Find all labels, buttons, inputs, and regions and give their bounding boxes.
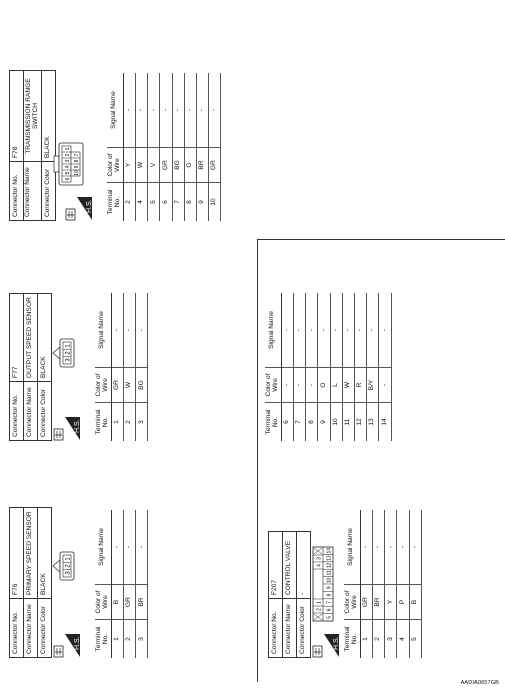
- svg-text:10: 10: [326, 577, 333, 584]
- connector-f207-table-a: [344, 510, 422, 658]
- hs-text: H.S.: [333, 636, 340, 650]
- table-row: 8 - -: [306, 293, 318, 441]
- connector-f77-no: F77: [10, 294, 24, 382]
- table-row: 7 - -: [294, 293, 306, 441]
- divider-line: [257, 239, 505, 240]
- svg-text:10: 10: [74, 170, 80, 176]
- connector-f76-face: [51, 546, 77, 586]
- terminal-no-header: Terminal No.: [95, 403, 111, 442]
- pin-label: 1: [65, 557, 72, 561]
- connector-f207-name: CONTROL VALVE: [283, 532, 297, 599]
- connector-f77-color: BLACK: [38, 294, 52, 382]
- pin-label: 2: [65, 564, 72, 568]
- figure-id: AADIA0657GB: [460, 680, 499, 686]
- table-row: 9 O -: [318, 293, 330, 441]
- connector-f207: [268, 528, 418, 658]
- svg-text:8: 8: [74, 159, 80, 163]
- connector-f78-header: [9, 70, 56, 221]
- connector-f77-table: [95, 293, 148, 441]
- connector-color-label: Connector Color: [41, 162, 55, 221]
- table-row: 2 Y -: [123, 73, 135, 221]
- table-row: 14 - -: [379, 293, 391, 441]
- table-row: 6 GR -: [160, 73, 172, 221]
- signal-name-header: Signal Name: [95, 293, 111, 368]
- table-row: 6 - -: [281, 293, 293, 441]
- svg-text:2: 2: [65, 153, 71, 157]
- table-row: 5 B -: [409, 510, 421, 658]
- table-row: 2 W -: [124, 293, 136, 441]
- pin-label: 2: [65, 351, 72, 355]
- connector-f76-no: F76: [10, 508, 24, 599]
- connector-f207-no: F207: [269, 532, 283, 599]
- connector-no-label: Connector No.: [269, 599, 283, 658]
- connector-f77-name: OUTPUT SPEED SENSOR: [24, 294, 38, 382]
- hs-badge-f77: [53, 415, 83, 441]
- connector-f78-color: BLACK: [41, 71, 55, 162]
- color-of-wire-header: Color of Wire: [344, 585, 360, 620]
- svg-text:6: 6: [65, 177, 71, 181]
- table-row: 12 R -: [354, 293, 366, 441]
- connector-name-label: Connector Name: [283, 599, 297, 658]
- table-row: 10 GR -: [209, 73, 221, 221]
- table-row: 4 P -: [397, 510, 409, 658]
- pin-label: 3: [65, 358, 72, 362]
- terminal-no-header: Terminal No.: [95, 620, 111, 659]
- connector-f78-face: [53, 141, 85, 187]
- connector-f77-header: [9, 293, 52, 441]
- hs-text: H.S.: [74, 419, 81, 433]
- svg-text:5: 5: [326, 615, 333, 619]
- table-row: 11 W -: [342, 293, 354, 441]
- connector-f76-color: BLACK: [38, 508, 52, 599]
- connector-no-label: Connector No.: [10, 162, 24, 221]
- table-row: 1 GR -: [111, 293, 123, 441]
- connector-no-label: Connector No.: [10, 599, 24, 658]
- signal-name-header: Signal Name: [344, 510, 360, 585]
- divider-line: [257, 240, 258, 682]
- connector-f78-table: [107, 73, 221, 221]
- connector-f76-header: [9, 507, 52, 658]
- connector-name-label: Connector Name: [24, 162, 42, 221]
- terminal-no-header: Terminal No.: [265, 403, 281, 442]
- connector-f77-face: [51, 333, 77, 373]
- connector-f207-face: [312, 546, 334, 622]
- table-row: 4 W -: [136, 73, 148, 221]
- connector-name-label: Connector Name: [24, 599, 38, 658]
- hs-badge-f207: [312, 632, 342, 658]
- connector-name-label: Connector Name: [24, 382, 38, 441]
- table-row: 3 BR -: [136, 510, 148, 658]
- connector-f77: [9, 293, 145, 441]
- connector-f76-name: PRIMARY SPEED SENSOR: [24, 508, 38, 599]
- signal-name-header: Signal Name: [265, 293, 281, 368]
- connector-f76-table: [95, 510, 148, 658]
- svg-text:1: 1: [65, 147, 71, 151]
- color-of-wire-header: Color of Wire: [265, 368, 281, 403]
- svg-text:4: 4: [65, 165, 71, 169]
- connector-f207-color: -: [297, 532, 311, 599]
- table-row: 7 BG -: [172, 73, 184, 221]
- connector-color-label: Connector Color: [38, 599, 52, 658]
- svg-text:9: 9: [74, 165, 80, 169]
- connector-f78: [9, 70, 218, 221]
- connector-f76: [9, 507, 145, 658]
- svg-text:1: 1: [316, 601, 323, 604]
- pin-label: 3: [65, 571, 72, 575]
- signal-name-header: Signal Name: [95, 510, 111, 585]
- table-row: 2 GR -: [124, 510, 136, 658]
- table-row: 13 B/Y -: [367, 293, 379, 441]
- svg-text:13: 13: [326, 555, 333, 561]
- table-row: 8 G -: [184, 73, 196, 221]
- terminal-no-header: Terminal No.: [344, 620, 360, 659]
- svg-text:3: 3: [316, 557, 323, 560]
- table-row: 1 B -: [111, 510, 123, 658]
- connector-f207-header: [268, 531, 311, 658]
- pin-label: 1: [65, 344, 72, 348]
- svg-text:6: 6: [326, 608, 333, 612]
- svg-text:12: 12: [326, 562, 333, 569]
- table-row: 1 GR -: [360, 510, 372, 658]
- svg-text:4: 4: [316, 564, 323, 567]
- svg-text:2: 2: [316, 608, 323, 611]
- connector-f78-no: F78: [10, 71, 24, 162]
- table-row: 3 Y -: [385, 510, 397, 658]
- svg-text:14: 14: [326, 547, 333, 554]
- svg-text:11: 11: [326, 570, 333, 576]
- svg-text:3: 3: [65, 159, 71, 163]
- table-row: 5 V -: [148, 73, 160, 221]
- connector-f78-name: TRANSMISSION RANGE SWITCH: [24, 71, 42, 162]
- terminal-no-header: Terminal No.: [107, 183, 123, 222]
- hs-badge-f78: [65, 195, 95, 221]
- svg-text:7: 7: [326, 601, 333, 604]
- svg-text:8: 8: [326, 593, 333, 597]
- hs-text: H.S.: [74, 636, 81, 650]
- svg-text:7: 7: [74, 153, 80, 157]
- connector-color-label: Connector Color: [38, 382, 52, 441]
- hs-text: H.S.: [86, 199, 93, 213]
- hs-badge-f76: [53, 632, 83, 658]
- color-of-wire-header: Color of Wire: [107, 148, 123, 183]
- table-row: 3 BG -: [136, 293, 148, 441]
- table-row: 2 BR -: [373, 510, 385, 658]
- connector-color-label: Connector Color: [297, 599, 311, 658]
- color-of-wire-header: Color of Wire: [95, 368, 111, 403]
- signal-name-header: Signal Name: [107, 73, 123, 148]
- svg-text:9: 9: [326, 586, 333, 590]
- connector-no-label: Connector No.: [10, 382, 24, 441]
- connector-f207-table-b: [265, 293, 392, 441]
- color-of-wire-header: Color of Wire: [95, 585, 111, 620]
- table-row: 9 BR -: [196, 73, 208, 221]
- svg-text:5: 5: [65, 171, 71, 175]
- table-row: 10 L -: [330, 293, 342, 441]
